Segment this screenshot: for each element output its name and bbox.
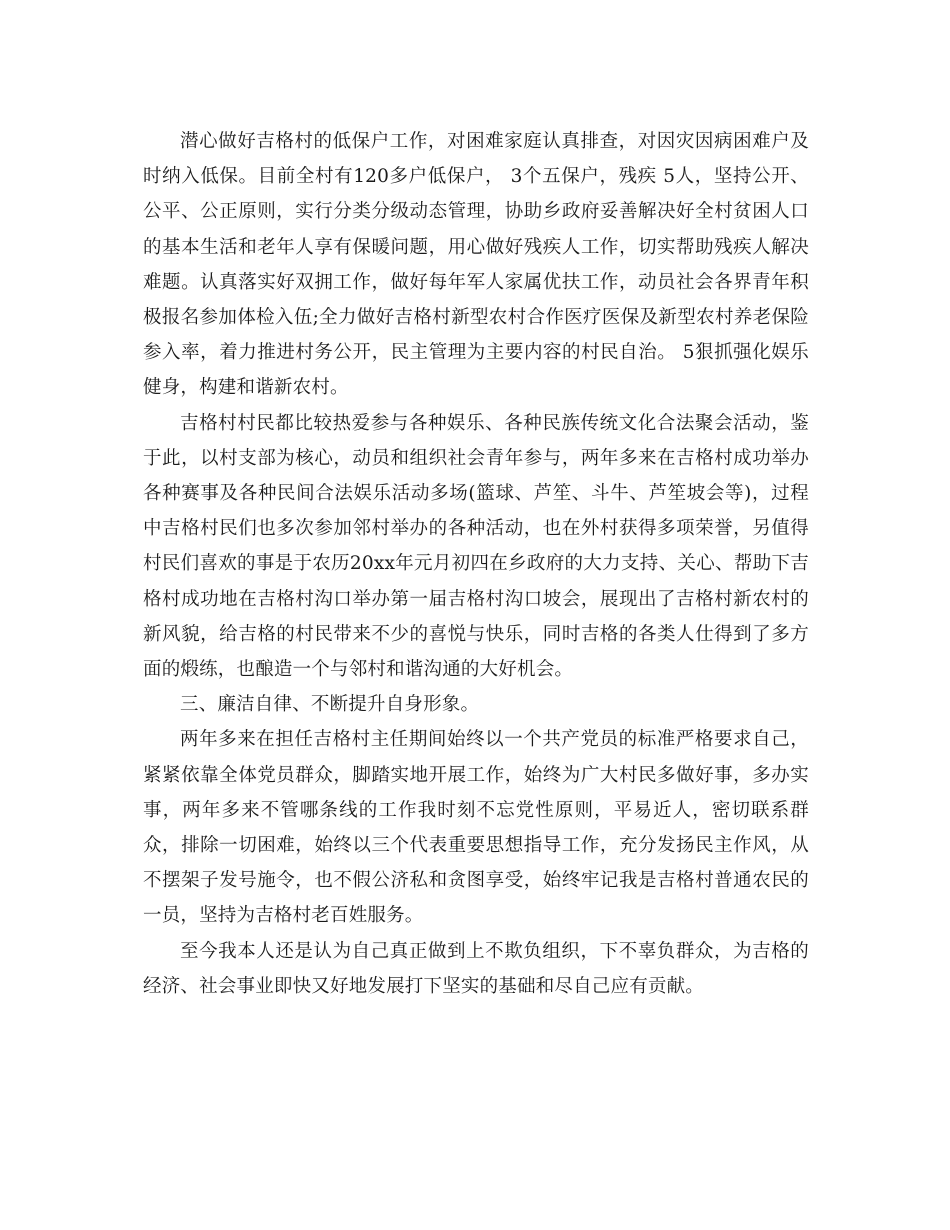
paragraph-cultural-activities: 吉格村村民都比较热爱参与各种娱乐、各种民族传统文化合法聚会活动，鉴于此，以村支部为核心，动员和组织社会青年参与，两年多来在吉格村成功举办各种赛事及各种民间合法娱乐活动多场(篮球、芦笙、斗牛、芦笙坡会等)，过程中吉格村民们也多次参加邻村举办的各种活动，也在外村获得多项荣誉，另值得村民们喜欢的事是于农历20xx年元月初四在乡政府的大力支持、关心、帮助下吉格村成功地在吉格村沟口举办第一届吉格村沟口坡会，展现出了吉格村新农村的新风貌，给吉格的村民带来不少的喜悦与快乐，同时吉格的各类人仕得到了多方面的煅练，也酿造一个与邻村和谐沟通的大好机会。 [143,412,809,681]
paragraph-low-income-work: 潜心做好吉格村的低保户工作，对困难家庭认真排查，对因灾因病困难户及时纳入低保。目前全村有120多户低保户， 3个五保户，残疾 5人，坚持公开、公平、公正原则，实行分类分级动态管理，协助乡政府妥善解决好全村贫困人口的基本生活和老年人享有保暖问题，用心做好残疾人工作，切实帮助残疾人解决难题。认真落实好双拥工作，做好每年军人家属优扶工作，动员社会各界青年积极报名参加体检入伍;全力做好吉格村新型农村合作医疗医保及新型农村养老保险参入率，着力推进村务公开，民主管理为主要内容的村民自治。 5狠抓强化娱乐健身，构建和谐新农村。 [143,131,809,399]
paragraph-party-member-conduct: 两年多来在担任吉格村主任期间始终以一个共产党员的标准严格要求自己，紧紧依靠全体党员群众，脚踏实地开展工作，始终为广大村民多做好事，多办实事，两年多来不管哪条线的工作我时刻不忘党性原则，平易近人，密切联系群众，排除一切困难，始终以三个代表重要思想指导工作，充分发扬民主作风，从不摆架子发号施令，也不假公济私和贪图享受，始终牢记我是吉格村普通农民的一员，坚持为吉格村老百姓服务。 [143,729,809,927]
document-body [143,124,809,1004]
section-heading-integrity: 三、廉洁自律、不断提升自身形象。 [180,694,480,716]
paragraph-conclusion: 至今我本人还是认为自己真正做到上不欺负组织，下不辜负群众，为吉格的经济、社会事业即快又好地发展打下坚实的基础和尽自己应有贡献。 [143,940,809,997]
